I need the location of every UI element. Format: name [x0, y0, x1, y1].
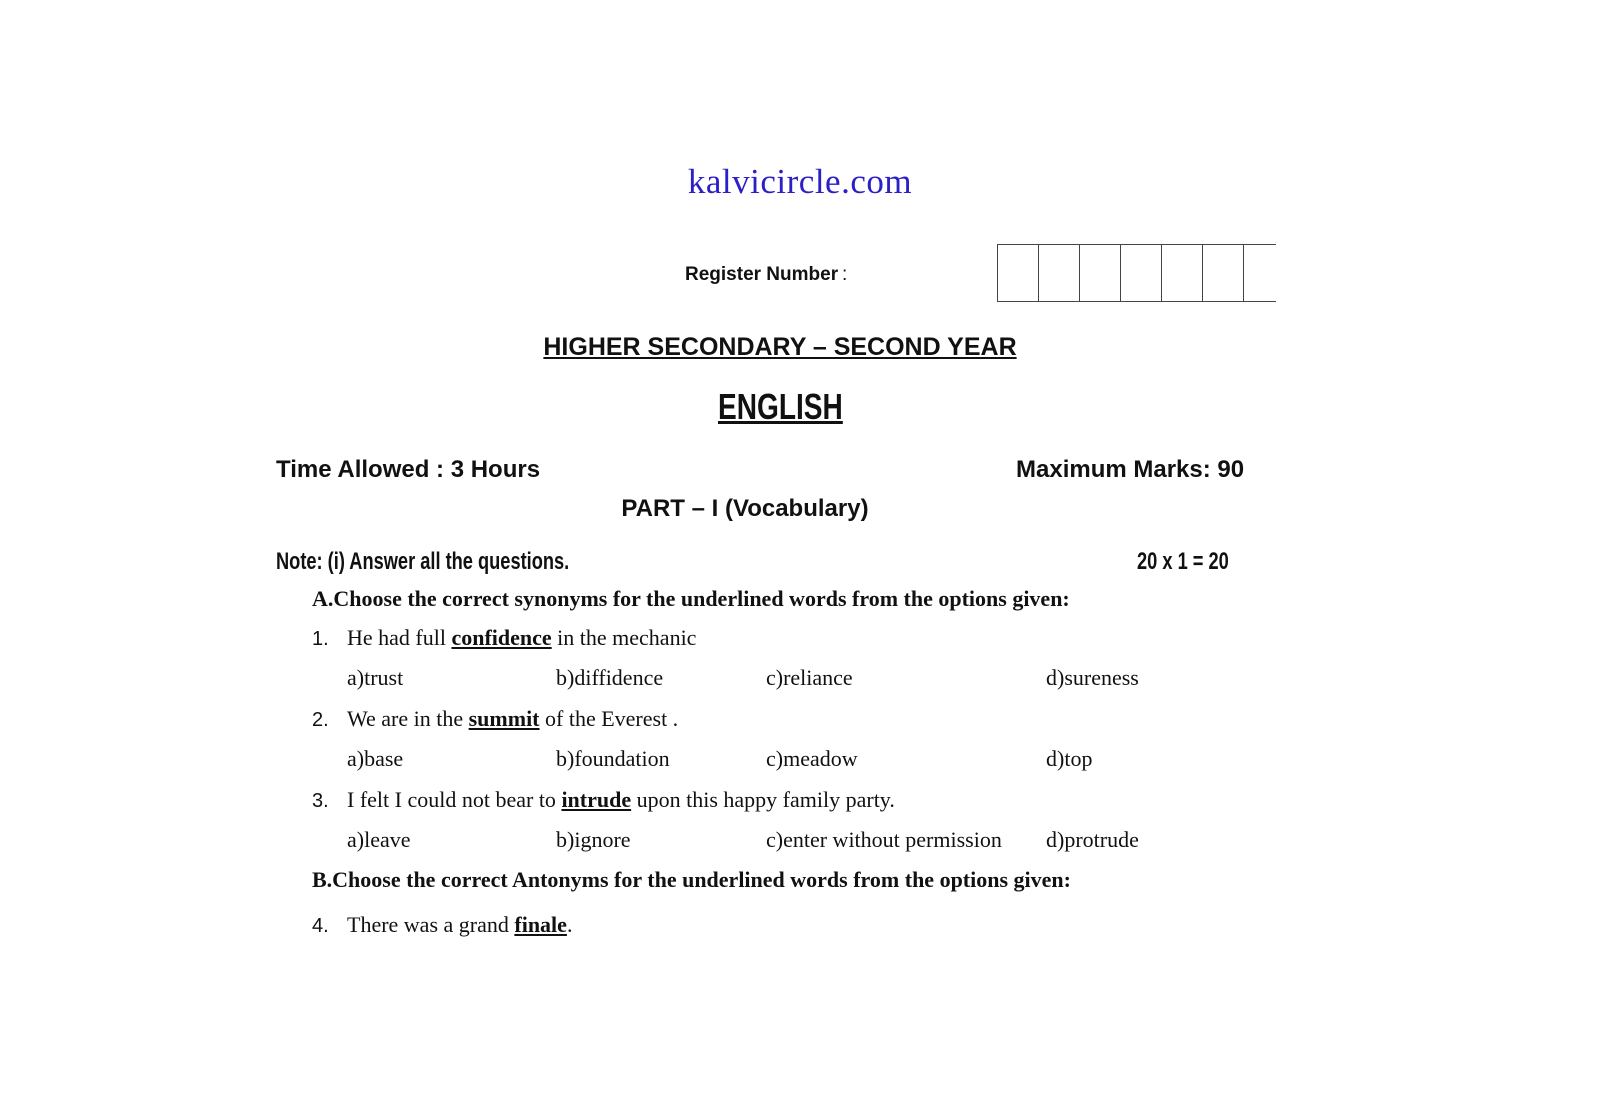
register-digit-box: [1243, 244, 1276, 302]
underlined-word: finale: [514, 912, 567, 937]
option-d: d)top: [1046, 746, 1093, 771]
register-digit-box: [1038, 244, 1079, 302]
register-number-colon: :: [842, 264, 848, 285]
register-digit-box: [1120, 244, 1161, 302]
exam-level-heading: HIGHER SECONDARY – SECOND YEAR: [543, 333, 1017, 361]
register-digit-box: [1161, 244, 1202, 302]
underlined-word: summit: [468, 706, 540, 731]
register-number-label: Register Number: [685, 264, 839, 285]
option-b: b)diffidence: [556, 665, 664, 690]
score-formula: 20 x 1 = 20: [1137, 548, 1229, 575]
option-a: a)leave: [347, 827, 411, 852]
question-number: 1.: [312, 628, 329, 650]
register-digit-box: [1202, 244, 1243, 302]
question-text: There was a grand finale.: [347, 912, 573, 937]
question-number: 4.: [312, 915, 329, 937]
question-number: 3.: [312, 790, 329, 812]
option-c: c)meadow: [766, 746, 858, 771]
part-heading: PART – I (Vocabulary): [621, 495, 869, 522]
option-a: a)base: [347, 746, 404, 771]
underlined-word: intrude: [561, 787, 632, 812]
option-a: a)trust: [347, 665, 404, 690]
section-a-heading: A.Choose the correct synonyms for the underlined words from the options given:: [312, 586, 1070, 611]
register-digit-box: [997, 244, 1038, 302]
time-allowed: Time Allowed : 3 Hours: [276, 456, 541, 483]
option-d: d)sureness: [1046, 665, 1139, 690]
question-text: We are in the summit of the Everest .: [347, 706, 679, 731]
option-b: b)ignore: [556, 827, 631, 852]
option-d: d)protrude: [1046, 827, 1139, 852]
site-watermark: kalvicircle.com: [687, 162, 913, 201]
maximum-marks: Maximum Marks: 90: [1016, 456, 1245, 483]
option-c: c)enter without permission: [766, 827, 1002, 852]
section-b-heading: B.Choose the correct Antonyms for the underlined words from the options given:: [312, 867, 1071, 892]
question-text: He had full confidence in the mechanic: [347, 625, 697, 650]
question-text: I felt I could not bear to intrude upon this happy family party.: [347, 787, 895, 812]
register-digit-box: [1079, 244, 1120, 302]
instruction-note: Note: (i) Answer all the questions.: [276, 548, 570, 575]
register-number-boxes: [997, 244, 1276, 302]
underlined-word: confidence: [451, 625, 552, 650]
option-b: b)foundation: [556, 746, 670, 771]
option-c: c)reliance: [766, 665, 853, 690]
question-number: 2.: [312, 709, 329, 731]
subject-title: ENGLISH: [718, 386, 843, 427]
